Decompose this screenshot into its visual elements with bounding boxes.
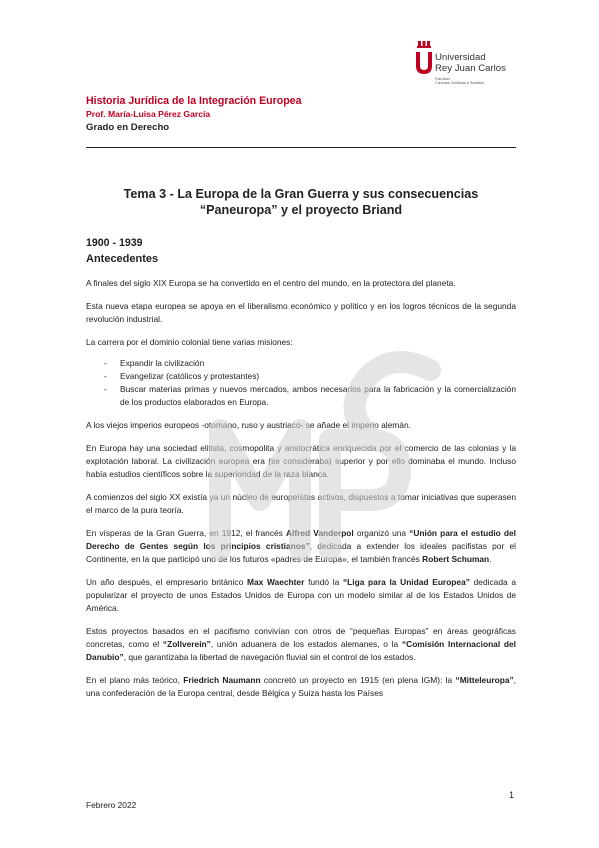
person-name: Max Waechter — [246, 577, 305, 587]
list-item-text: Buscar materias primas y nuevos mercados, ambos necesarios para la fabricación y la comercialización de los productos elaborados en Europa. — [120, 384, 516, 407]
header-divider — [86, 147, 516, 148]
paragraph: La carrera por el dominio colonial tiene varias misiones: — [86, 337, 293, 347]
text-run: , unión aduanera de los estados alemanes, o la — [210, 639, 402, 649]
person-name: Alfred Vanderpol — [285, 528, 354, 538]
text-run: En el plano más teórico, — [86, 675, 184, 685]
organization-name: “Mitteleuropa” — [455, 675, 514, 685]
logo-line-2: Rey Juan Carlos — [435, 62, 506, 74]
page-number: 1 — [509, 790, 515, 800]
section-dates: 1900 - 1939 — [86, 237, 143, 249]
section-heading: Antecedentes — [86, 253, 159, 265]
degree-name: Grado en Derecho — [86, 122, 170, 133]
list-item-text: Expandir la civilización — [120, 358, 205, 368]
course-title: Historia Jurídica de la Integración Europea — [86, 95, 302, 107]
text-run: fundó la — [304, 577, 343, 587]
missions-list — [86, 357, 516, 409]
list-item: - Expandir la civilización — [104, 358, 205, 368]
text-run: dedicada a popularizar el proyecto de unos Estados Unidos de Europa con un modelo similar al de los Estados Unidos de América. — [86, 577, 516, 613]
text-run: , dedicada a extender los ideales pacifistas por el Continente, en la que participó uno de los futuros «padres de Europa», el también francés — [86, 541, 516, 564]
logo-sub-1: Facultad — [435, 77, 450, 81]
list-item-text: Evangelizar (católicos y protestantes) — [120, 371, 260, 381]
document-title — [86, 186, 516, 218]
paragraph: A finales del siglo XIX Europa se ha convertido en el centro del mundo, en la protectora del planeta. — [86, 278, 456, 288]
university-logo — [413, 40, 518, 85]
logo-sub-2: Ciencias Jurídicas y Sociales — [435, 81, 485, 86]
text-run: , una confederación de la Europa central, desde Bélgica y Suiza hasta los Países — [86, 675, 516, 698]
document-header — [86, 95, 516, 135]
paragraph: A comienzos del siglo XX existía ya un núcleo de europeístas activos, dispuestos a tomar iniciativas que superasen el marco de la pura teoría. — [86, 492, 516, 515]
urjc-emblem-icon — [413, 40, 435, 80]
paragraph: Esta nueva etapa europea se apoya en el liberalismo económico y político y en los logros técnicos de la segunda revolución industrial. — [86, 301, 516, 324]
paragraph: En Europa hay una sociedad elitista, cosmopolita y aristocrática enriquecida por el comercio de las colonias y la explotación laboral. La civilización europea era (se consideraba) superior y por ello dominaba el mundo. Incluso había estudios científicos sobre la superioridad de la raza blanca. — [86, 443, 516, 479]
person-name: Robert Schuman — [422, 554, 490, 564]
paragraph — [86, 527, 516, 566]
organization-name: “Unión para el estudio del Derecho de Gentes según los principios cristianos” — [86, 528, 516, 551]
logo-line-1: Universidad — [435, 52, 486, 63]
list-item: - Buscar materias primas y nuevos mercados, ambos necesarios para la fabricación y la comercialización de los productos elaborados en Europa. — [104, 384, 516, 407]
title-line-1: Tema 3 - La Europa de la Gran Guerra y sus consecuencias — [123, 187, 479, 201]
title-line-2: “Paneuropa” y el proyecto Briand — [199, 203, 403, 217]
paragraph: A los viejos imperios europeos -otomano, ruso y austriaco- se añade el imperio alemán. — [86, 420, 411, 430]
person-name: Friedrich Naumann — [183, 675, 261, 685]
paragraph — [86, 674, 516, 700]
organization-name: “Comisión Internacional del Danubio” — [86, 639, 517, 662]
organization-name: “Zollverein” — [162, 639, 211, 649]
document-body — [86, 236, 516, 710]
paragraph — [86, 625, 516, 664]
text-run: Un año después, el empresario británico — [86, 577, 247, 587]
paragraph — [86, 576, 516, 615]
text-run: organizó una — [353, 528, 410, 538]
text-run: concretó un proyecto en 1915 (en plena IGM): la — [260, 675, 456, 685]
list-item: - Evangelizar (católicos y protestantes) — [104, 371, 260, 381]
text-run: Estos proyectos basados en el pacifismo convivían con otros de “pequeñas Europas” en áreas geográficas concretas, como el — [86, 626, 516, 649]
professor-name: Prof. María-Luisa Pérez García — [86, 109, 211, 119]
text-run: , que garantizaba la libertad de navegación fluvial sin el control de los estados. — [123, 652, 416, 662]
text-run: En vísperas de la Gran Guerra, en 1912, el francés — [86, 528, 286, 538]
text-run: . — [489, 554, 492, 564]
footer-date: Febrero 2022 — [86, 800, 137, 810]
organization-name: “Liga para la Unidad Europea” — [342, 577, 470, 587]
